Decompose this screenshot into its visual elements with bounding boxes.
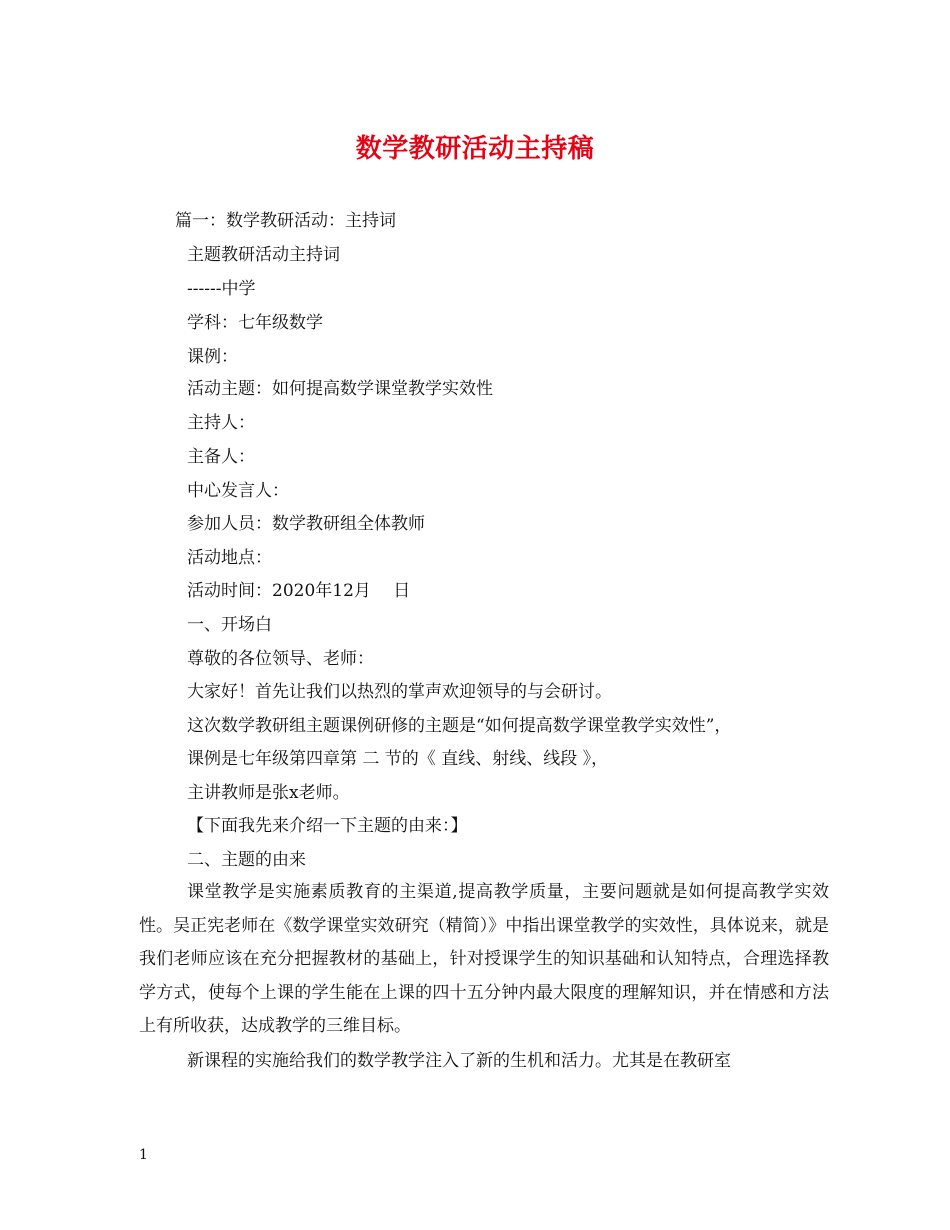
text-line: 学科：七年级数学 [187,313,323,333]
body-paragraph: 新课程的实施给我们的数学教学注入了新的生机和活力。尤其是在教研室 [187,1051,731,1071]
text-line: 大家好！首先让我们以热烈的掌声欢迎领导的与会研讨。 [187,682,612,702]
text-line: 课例： [187,347,238,367]
section-heading: 二、主题的由来 [187,850,306,870]
page-number: 1 [139,1147,148,1163]
text-line: 篇一：数学教研活动：主持词 [175,211,396,231]
text-line: 中心发言人： [187,481,289,501]
text-line: 活动时间：2020年12月 日 [187,581,411,601]
text-line: 参加人员：数学教研组全体教师 [187,514,425,534]
text-line: 一、开场白 [187,615,272,635]
body-paragraph: 课堂教学是实施素质教育的主渠道,提高教学质量，主要问题就是如何提高教学实效性。吴正宪老师在《数学课堂实效研究（精简）》中指出课堂教学的实效性，具体说来，就是我们老师应该在充分把握教材的基础上，针对授课学生的知识基础和认知特点，合理选择教学方式，使每个上课的学生能在上课的四十五分钟内最大限度的理解知识，并在情感和方法上有所收获，达成教学的三维目标。 [139,882,829,1036]
document-title: 数学教研活动主持稿 [355,134,595,164]
text-line: 课例是七年级第四章第 二 节的《 直线、射线、线段 》， [187,749,609,769]
text-line: 活动地点： [187,548,272,568]
text-line: 主题教研活动主持词 [187,245,340,265]
text-line: ------中学 [187,279,256,299]
text-line: 这次数学教研组主题课例研修的主题是“如何提高数学课堂教学实效性”， [187,716,732,736]
text-line: 尊敬的各位领导、老师： [187,649,374,669]
text-line: 活动主题：如何提高数学课堂教学实效性 [187,379,493,399]
text-line: 主备人： [187,447,255,467]
text-line: 主讲教师是张x老师。 [187,783,350,803]
text-line: 主持人： [187,413,255,433]
text-line: 【下面我先来介绍一下主题的由来：】 [187,816,468,836]
